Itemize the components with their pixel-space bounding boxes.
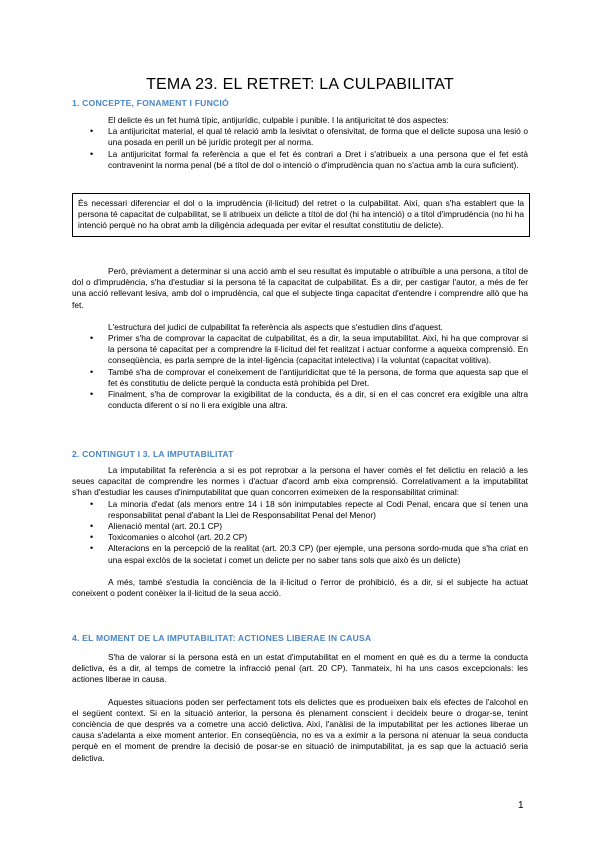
list-item: • Finalment, s'ha de comprovar la exigibilitat de la conducta, és a dir, si en el cas concret era exigible una altra conducta diferent o si no li era exigible una altra. [72, 389, 528, 411]
list-item: • Alienació mental (art. 20.1 CP) [72, 521, 528, 532]
paragraph: L'estructura del judici de culpabilitat fa referència als aspects que s'estudien dins d'aquest. [108, 321, 443, 332]
bullet-list [72, 499, 528, 566]
list-item: • També s'ha de comprovar el coneixement de l'antijuridicitat que té la persona, de forma que aquesta sap que el fet és constitutiu de delicte perquè la conducta està prohibida pel Dret. [72, 367, 528, 389]
list-item: • La antijuricitat material, el qual té relació amb la lesivitat o ofensivitat, de forma que el delicte suposa una lesió o una posada en perill un bé jurídic protegit per al norma. [72, 126, 528, 148]
paragraph: La imputabilitat fa referència a si es pot reprotxar a la persona el haver comès el fet delictiu en relació a les seues capacitat de comprendre les normes i d'actuar d'acord amb eixa comprensió. Correlativament a la imputabilitat s'han d'estudiar les causes d'inimputabilitat que quan concorren eximeixen de la responsabilitat criminal: [72, 465, 528, 498]
list-item: • La antijuricitat formal fa referència a que el fet és contrari a Dret i s'atribueix a una persona que el fet està contravenint la norma penal (bé a títol de dol o intenció o d'imprudència quan no s'actua amb la cura suficient). [72, 149, 528, 171]
section-2-body [72, 465, 528, 599]
section-heading-1: 1. CONCEPTE, FONAMENT I FUNCIÓ [72, 98, 229, 108]
paragraph: El delicte és un fet humà típic, antijurídic, culpable i punible. I la antijuricitat té dos aspectes: [108, 115, 449, 125]
section-1-body-a [72, 115, 528, 171]
section-3-body [72, 652, 528, 764]
paragraph: A més, també s'estudia la conciència de la il·licitud o l'error de prohibició, és a dir, si el subjecte ha actuat coneixent o podent conèixer la il·licitud de la seua acció. [72, 576, 528, 599]
section-heading-2: 2. CONTINGUT I 3. LA IMPUTABILITAT [72, 449, 234, 459]
highlight-box: És necessari diferenciar el dol o la imprudència (il·licitud) del retret o la culpabilitat. Així, quan s'ha establert que la persona té capacitat de culpabilitat, se li atribueix un delicte a títol de dol (hi ha intenció) o a títol d'imprudència (no hi ha intenció perquè no ha obrat amb la diligència adequada per evitar el resultat constitutiu de delicte). [72, 193, 530, 237]
list-item: • Toxicomanies o alcohol (art. 20.2 CP) [72, 532, 528, 543]
section-1-body-b [72, 266, 528, 411]
section-heading-3: 4. EL MOMENT DE LA IMPUTABILITAT: ACTIONES LIBERAE IN CAUSA [72, 633, 372, 643]
bullet-list [72, 126, 528, 171]
list-item: • La minoria d'edat (als menors entre 14 i 18 són inimputables repecte al Codi Penal, encara que sí tenen una responsabilitat penal d'abant la Llei de Responsabilitat Penal del Menor) [72, 499, 528, 521]
paragraph: Aquestes situacions poden ser perfectament tots els delictes que es produeixen baix els efectes de l'alcohol en el següent context. Si en la situació anterior, la persona és plenament conscient i decideix beure o drogar-se, tenint conciència de que després va a cometre una acció delictiva. Així, l'anàlisi de la imputabilitat per les actiones liberae un causa s'adelanta a eixe moment anterior. En conseqüència, no es va a eximir a la persona ni atenuar la seua conducta perquè en el moment de prendre la decisió de posar-se en situació de inimputabilitat, ja es sap que la actuació seria delictiva. [72, 696, 528, 763]
paragraph: Però, prèviament a determinar si una acció amb el seu resultat és imputable o atribuïble a una persona, a títol de dol o d'imprudència, s'ha d'estudiar si la persona té la capacitat de culpabilitat. És a dir, per castigar l'autor, a més de fer una acció rellevant lesiva, amb dol o imprudència, cal que el subjecte tinga capacitat d'entendre i comprendre allò que ha fet. [72, 266, 528, 310]
bullet-list [72, 333, 528, 411]
page-number: 1 [518, 800, 524, 811]
list-item: • Alteracions en la percepció de la realitat (art. 20.3 CP) (per ejemple, una persona sordo-muda que s'ha criat en una espai exclòs de la societat i comet un delicte per no saber tans sols que això és un delicte) [72, 543, 528, 565]
paragraph: S'ha de valorar si la persona està en un estat d'imputabilitat en el moment en què es du a terme la conducta delictiva, és a dir, al temps de cometre la infracció penal (art. 20 CP). Tanmateix, hi ha uns casos excepcionals: les actiones liberae in causa. [72, 652, 528, 685]
page-title: TEMA 23. EL RETRET: LA CULPABILITAT [146, 76, 454, 93]
list-item: • Primer s'ha de comprovar la capacitat de culpabilitat, és a dir, la seua imputabilitat. Així, hi ha que comprovar si la persona té capacitat per a comprendre la il·licitud del fet realitzat i actuar conforme a aqueixa comprensió. En conseqüència, es parla sempre de la intel·ligència (capacitat intelectiva) i la voluntat (capacitat volitiva). [72, 333, 528, 367]
